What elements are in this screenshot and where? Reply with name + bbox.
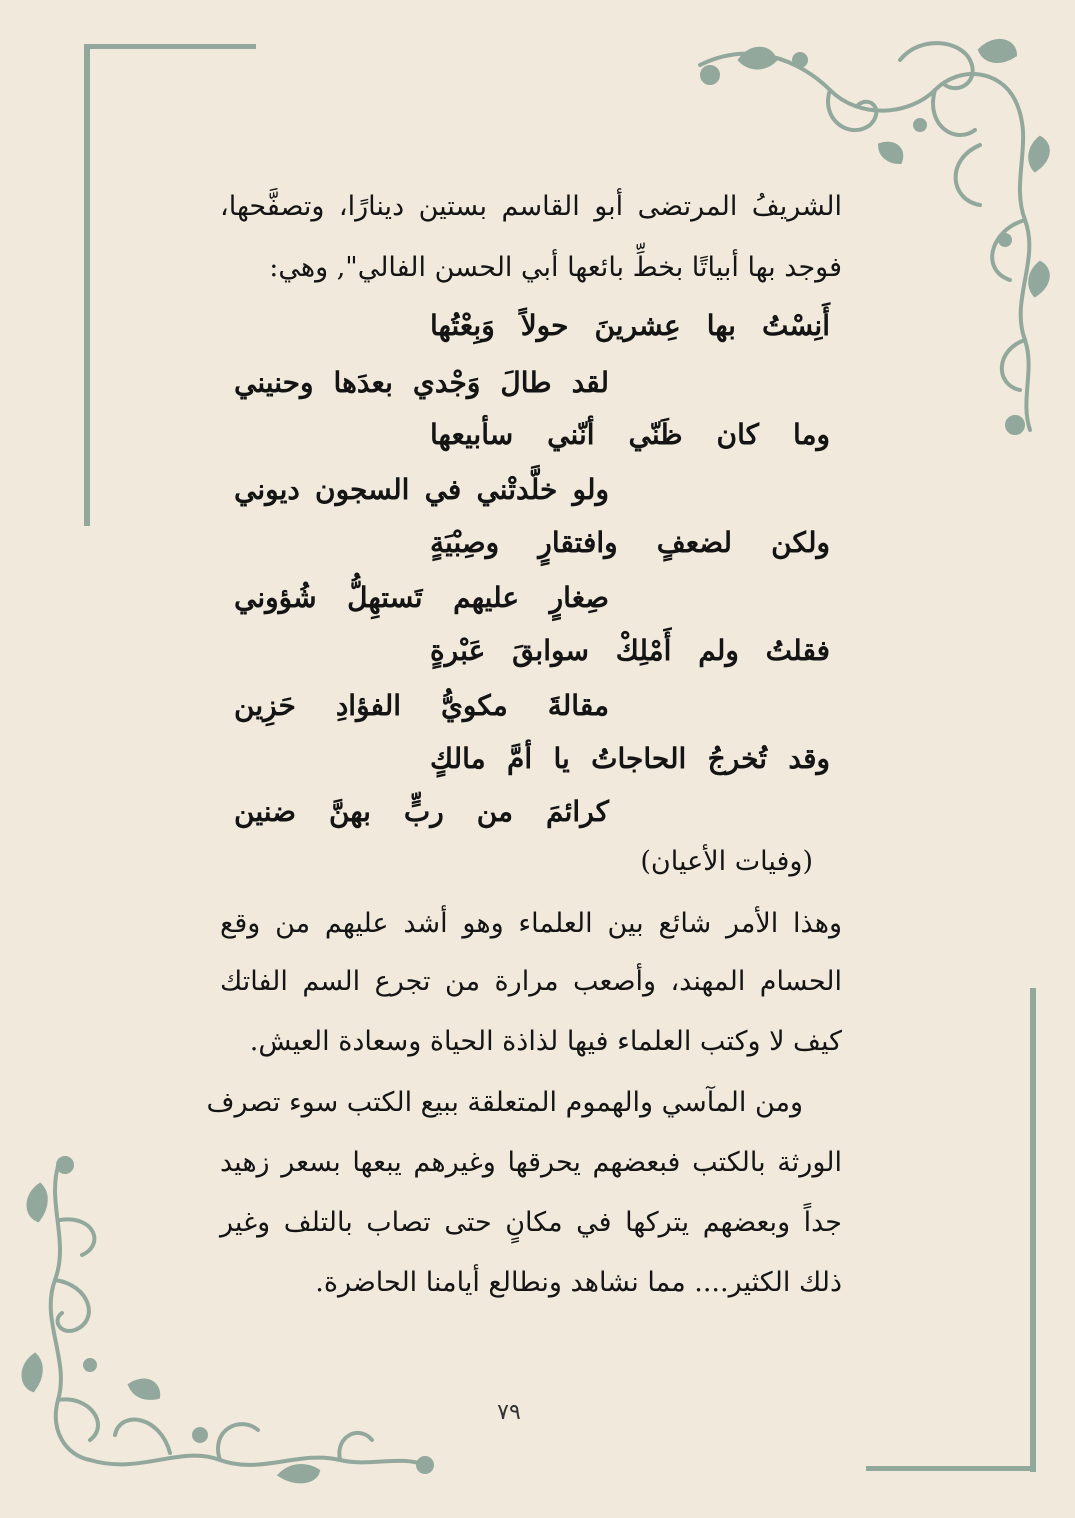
intro-line: الشريفُ المرتضى أبو القاسم بستين دينارًا، وتصفَّحها،: [220, 191, 842, 222]
paragraph-line: الحسام المهند، وأصعب مرارة من تجرع السم الفاتك: [220, 966, 842, 997]
paragraph-line: كيف لا وكتب العلماء فيها لذاذة الحياة وسعادة العيش.: [249, 1026, 842, 1057]
paragraph-line: الورثة بالكتب فبعضهم يحرقها وغيرهم يبعها بسعر زهيد: [220, 1147, 842, 1178]
page-number: ٧٩: [497, 1400, 521, 1425]
paragraph-line: وهذا الأمر شائع بين العلماء وهو أشد عليهم من وقع: [220, 908, 842, 939]
verse-first-hemistich: وما كان ظَنّي أنّني سأبيعها: [430, 418, 830, 451]
verse-second-hemistich: مقالةَ مكويُّ الفؤادِ حَزِين: [234, 689, 609, 722]
verse-first-hemistich: وقد تُخرجُ الحاجاتُ يا أمَّ مالكٍ: [430, 742, 830, 775]
paragraph-line: ومن المآسي والهموم المتعلقة ببيع الكتب سوء تصرف: [206, 1087, 803, 1118]
verse-second-hemistich: صِغارٍ عليهم تَستهِلُّ شُؤوني: [234, 581, 609, 614]
intro-line: فوجد بها أبياتًا بخطِّ بائعها أبي الحسن الفالي", وهي:: [269, 252, 842, 283]
verse-second-hemistich: كرائمَ من ربٍّ بهنَّ ضنين: [234, 795, 609, 828]
paragraph-line: جداً وبعضهم يتركها في مكانٍ حتى تصاب بالتلف وغير: [220, 1207, 842, 1238]
verse-first-hemistich: أَنِسْتُ بها عِشرينَ حولاً وَبِعْتُها: [430, 309, 830, 342]
paragraph-line: ذلك الكثير.... مما نشاهد ونطالع أيامنا الحاضرة.: [315, 1267, 842, 1298]
verse-first-hemistich: ولكن لضعفٍ وافتقارٍ وصِبْيَةٍ: [430, 526, 830, 559]
verse-source: (وفيات الأعيان): [640, 846, 813, 877]
verse-second-hemistich: ولو خلَّدتْني في السجون ديوني: [234, 473, 609, 506]
verse-second-hemistich: لقد طالَ وَجْدي بعدَها وحنيني: [234, 366, 609, 399]
verse-first-hemistich: فقلتُ ولم أَمْلِكْ سوابقَ عَبْرةٍ: [430, 634, 830, 667]
